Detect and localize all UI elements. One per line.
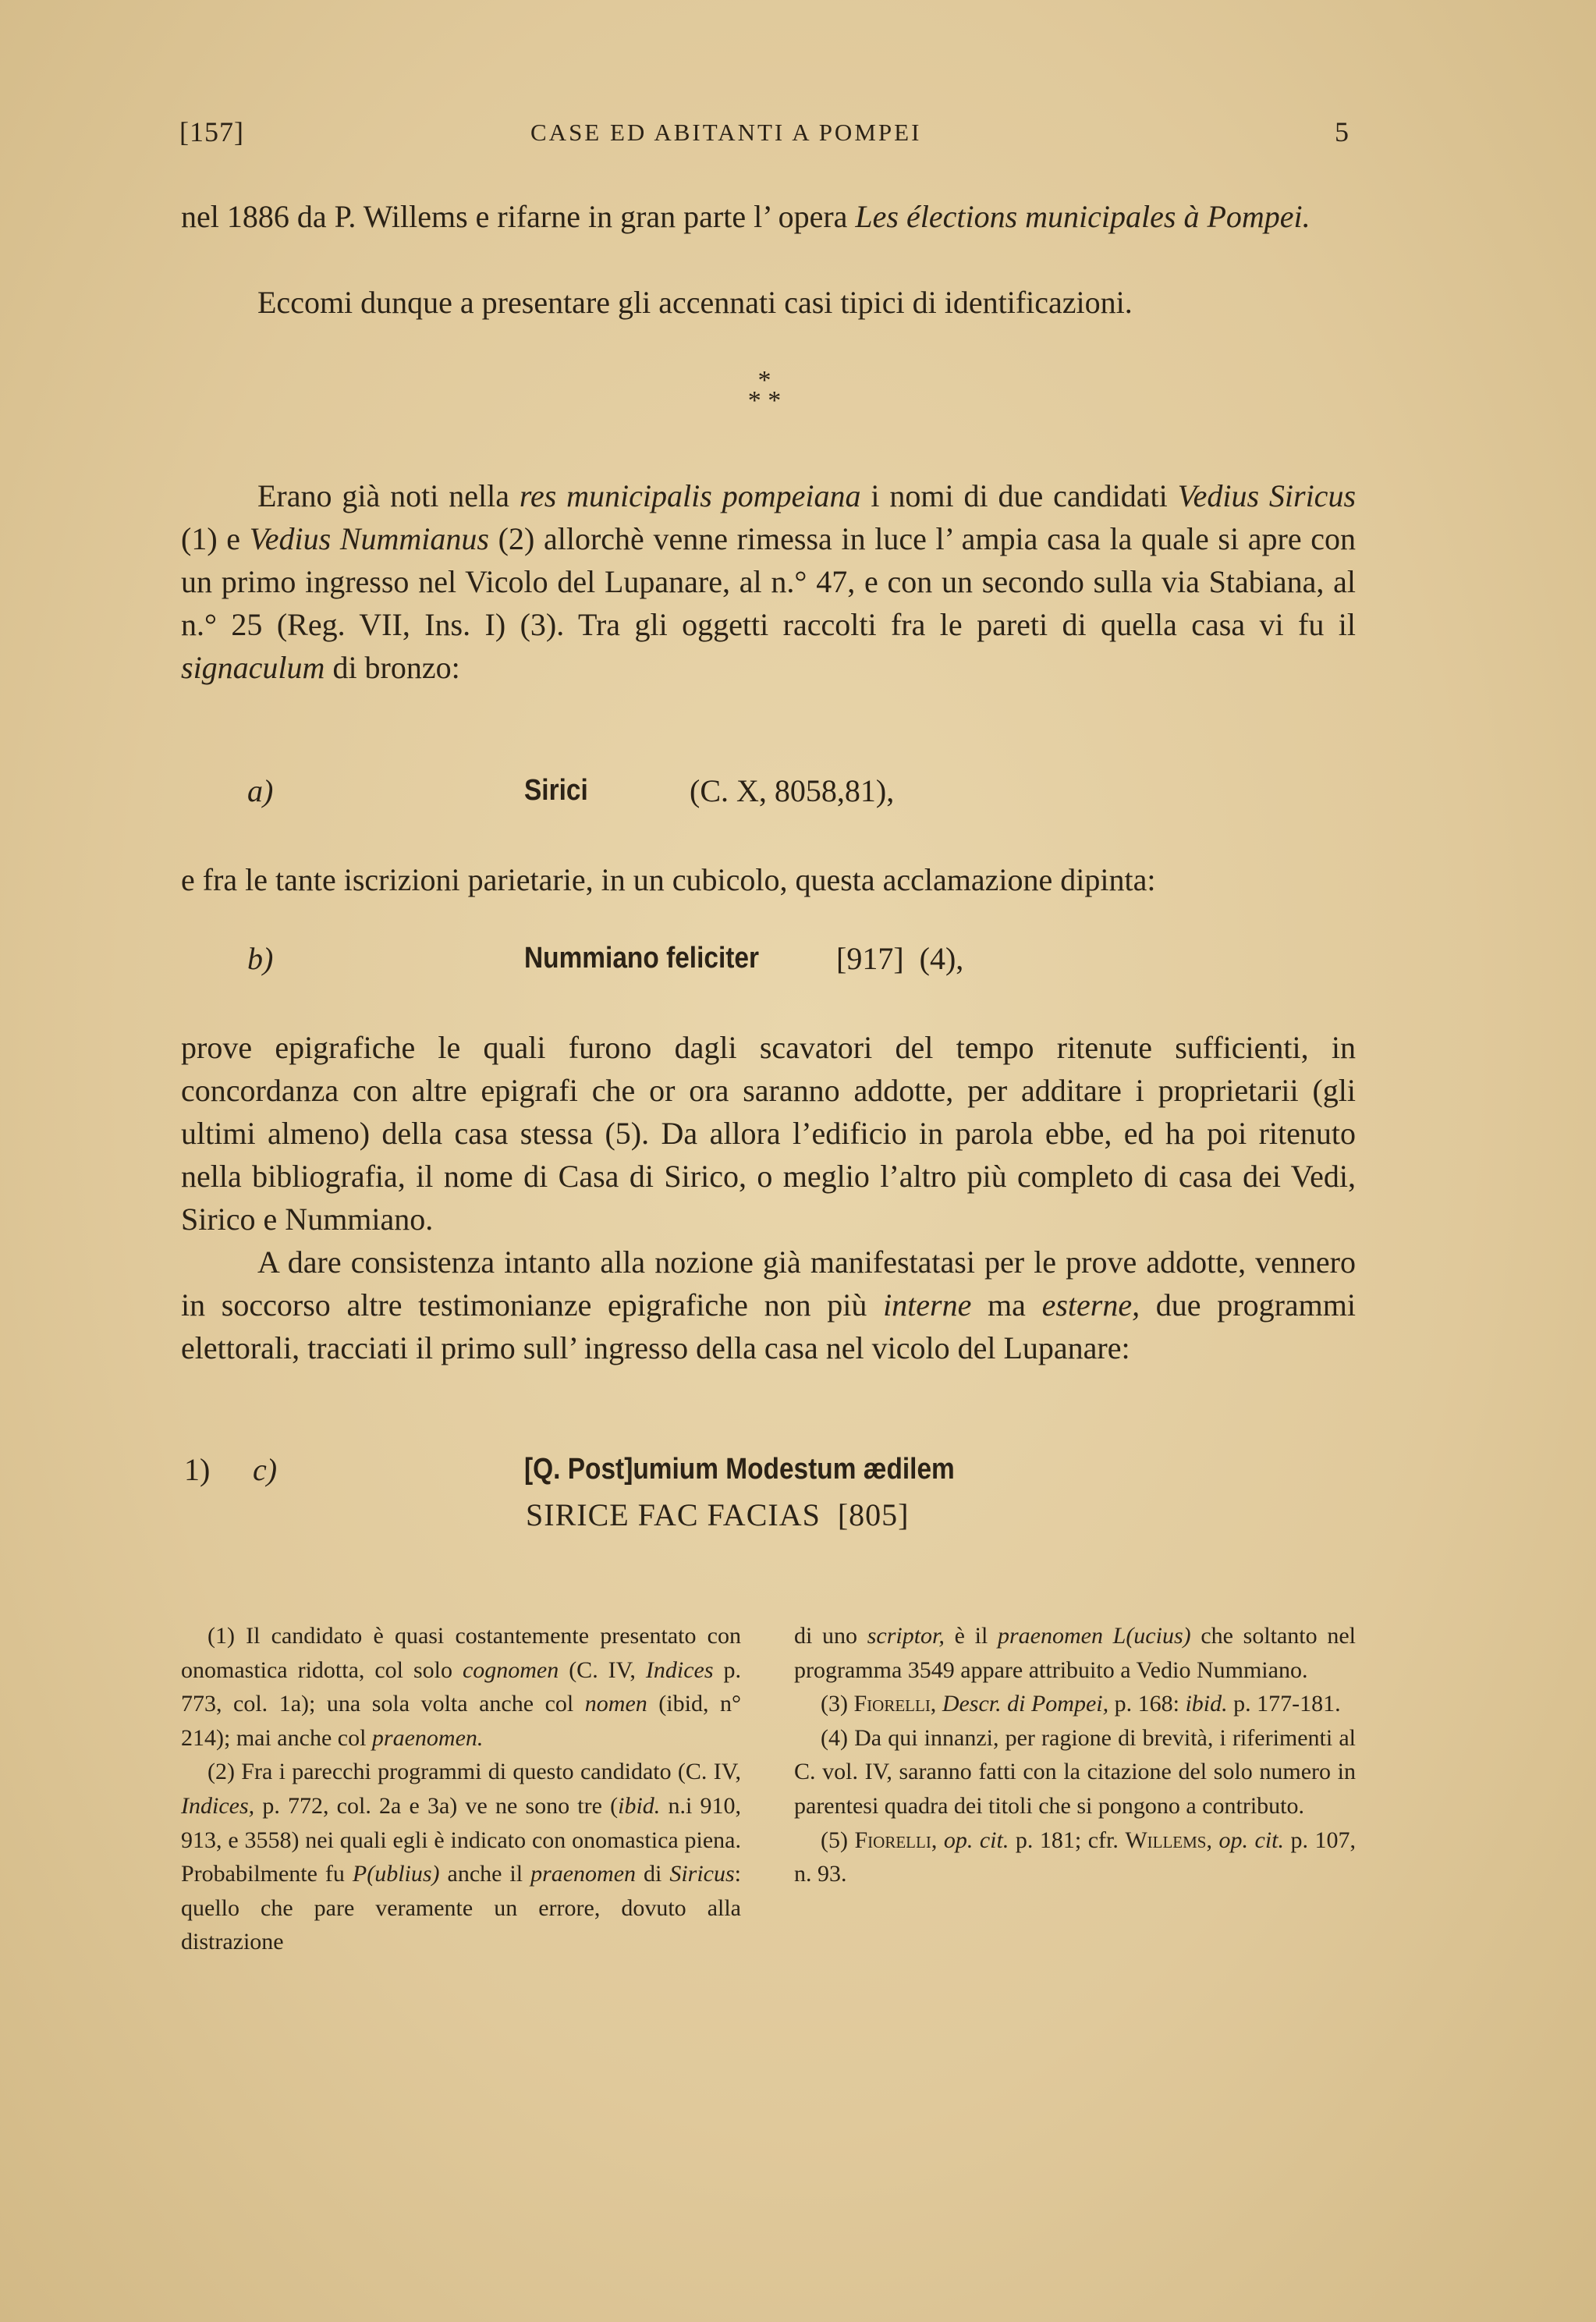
text-run: Erano già noti nella <box>257 478 520 513</box>
italic-phrase: res municipalis pompeiana <box>519 478 861 513</box>
paragraph-6 <box>181 1241 1356 1369</box>
text-run: di bronzo: <box>325 650 460 685</box>
inscription-b <box>181 940 1356 987</box>
text-run <box>936 1691 942 1717</box>
italic-word: esterne, <box>1041 1287 1140 1323</box>
italic-name: Vedius Siricus <box>1177 478 1357 513</box>
italic-word: cognomen <box>462 1656 559 1683</box>
running-head <box>179 115 1350 154</box>
italic-word: op. cit. <box>943 1827 1009 1853</box>
italic-word: interne <box>883 1287 972 1323</box>
text-run: due programmi elettorali, tracciati il primo sull’ ingresso della casa nel vicolo del Lupanare: <box>181 1287 1356 1365</box>
text-run: p. 772, col. 2a e 3a) ve ne sono tre ( <box>254 1792 619 1819</box>
text-run: di <box>636 1861 670 1887</box>
italic-name: Vedius Nummianus <box>249 521 489 556</box>
italic-word: Indices <box>645 1656 714 1683</box>
text-run: (ibid, n° 214); mai anche col <box>181 1691 741 1751</box>
italic-word: op. cit. <box>1218 1827 1285 1853</box>
footnote-5 <box>794 1823 1356 1891</box>
text-run: (1) e <box>181 521 250 556</box>
text-run: (2) allorchè venne rimessa in luce l’ ampia casa la quale si apre con un primo ingresso nel Vicolo del Lupanare, al n.° 47, e con un secondo sulla via Stabiana, al n.° 25 (Reg. VII, Ins. I) (3). Tra gli oggetti raccolti fra le pareti di quella casa vi fu il <box>181 521 1356 642</box>
paragraph-4: e fra le tante iscrizioni parietarie, in un cubicolo, questa acclamazione dipinta: <box>181 862 1156 897</box>
text-run: anche il <box>439 1861 531 1887</box>
footnotes-right-column <box>794 1619 1356 1891</box>
footnotes-left-column <box>181 1619 741 1959</box>
italic-word: Indices, <box>181 1792 255 1819</box>
inscription-text: Nummiano feliciter <box>524 942 760 975</box>
footnote-3 <box>794 1687 1356 1721</box>
page-number-bracket: [157] <box>179 116 244 147</box>
italic-word: Siricus <box>669 1861 735 1887</box>
text-run: p. 107, n. 93. <box>794 1827 1357 1887</box>
italic-word: ibid. <box>1185 1691 1228 1717</box>
inscription-a <box>181 772 1356 819</box>
text-run: p. 168: <box>1108 1691 1186 1717</box>
text-run: (3) <box>821 1691 854 1717</box>
text-run: : quello che pare veramente un errore, dovuto alla distrazione <box>181 1861 741 1955</box>
inscription-label: c) <box>253 1452 278 1487</box>
asterism-bottom: * * <box>747 386 782 415</box>
text-run: A dare consistenza intanto alla nozione già manifestatasi per le prove addotte, vennero in soccorso altre testimonianze epigrafiche non più <box>181 1244 1356 1323</box>
italic-word: signaculum <box>181 650 325 685</box>
author-name: Fiorelli, <box>853 1691 937 1717</box>
text-run: nel 1886 da P. Willems e rifarne in gran parte l’ opera <box>181 199 856 234</box>
text-run: p. 177-181. <box>1227 1691 1341 1717</box>
inscription-reference: (C. X, 8058,81), <box>690 773 895 808</box>
italic-word: ibid. <box>618 1792 661 1819</box>
inscription-label: a) <box>247 773 274 808</box>
footnote-1 <box>181 1619 741 1755</box>
text-run <box>937 1827 944 1853</box>
inscription-number: 1) <box>184 1452 211 1487</box>
italic-title: Les élections municipales à Pompei. <box>855 199 1310 234</box>
text-run: di uno <box>794 1623 867 1649</box>
page-number: 5 <box>1335 116 1350 147</box>
footnote-2-continued <box>794 1619 1356 1687</box>
text-run: (1) Il candidato è quasi costantemente presentato con onomastica ridotta, col solo <box>181 1623 741 1683</box>
italic-word: P(ublius) <box>352 1861 440 1887</box>
text-run: p. 181; cfr. <box>1009 1827 1126 1853</box>
paragraph-2: Eccomi dunque a presentare gli accennati casi tipici di identificazioni. <box>257 285 1133 320</box>
text-run: (5) <box>821 1827 855 1853</box>
text-run: (2) Fra i parecchi programmi di questo candidato (C. IV, <box>207 1759 741 1785</box>
italic-word: nomen <box>584 1691 647 1717</box>
footnote-2 <box>181 1755 741 1959</box>
inscription-c <box>181 1451 1356 1545</box>
footnote-4: (4) Da qui innanzi, per ragione di brevità, i riferimenti al C. vol. IV, saranno fatti con la citazione del solo numero in parentesi quadra dei titoli che si pongono a contributo. <box>794 1724 1356 1819</box>
text-run: che soltanto nel programma 3549 appare attribuito a Vedio Nummiano. <box>794 1623 1356 1683</box>
text-run: i nomi di due candidati <box>860 478 1178 513</box>
italic-word: Descr. di Pompei, <box>942 1691 1109 1717</box>
paragraph-1 <box>181 195 1356 238</box>
italic-word: scriptor, <box>867 1623 945 1649</box>
text-run <box>1212 1827 1219 1853</box>
text-run: è il <box>944 1623 998 1649</box>
inscription-line-1: [Q. Post]umium Modestum ædilem <box>524 1453 955 1486</box>
text-run: p. 773, col. 1a); una sola volta anche col <box>181 1656 742 1717</box>
asterism <box>718 366 811 433</box>
italic-word: praenomen. <box>371 1724 484 1751</box>
italic-word: praenomen <box>530 1861 637 1887</box>
author-name: Fiorelli, <box>854 1827 938 1853</box>
running-title: CASE ED ABITANTI A POMPEI <box>530 119 922 146</box>
paragraph-3 <box>181 474 1356 689</box>
italic-word: praenomen L(ucius) <box>997 1623 1191 1649</box>
author-name: Willems, <box>1125 1827 1212 1853</box>
paragraph-5: prove epigrafiche le quali furono dagli scavatori del tempo ritenute sufficienti, in concordanza con altre epigrafi che or ora saranno addotte, per additare i proprietarii (gli ultimi almeno) della casa stessa (5). Da allora l’edificio in parola ebbe, ed ha poi ritenuto nella bibliografia, il nome di Casa di Sirico, o meglio l’altro più completo di casa dei Vedi, Sirico e Nummiano. <box>181 1030 1356 1237</box>
text-run: ma <box>971 1287 1042 1323</box>
inscription-line-2: SIRICE FAC FACIAS [805] <box>526 1497 910 1532</box>
asterism-top: * <box>757 366 771 395</box>
inscription-reference: [917] (4), <box>836 941 964 976</box>
text-run: n.i 910, 913, e 3558) nei quali egli è indicato con onomastica piena. Probabilmente fu <box>181 1792 741 1887</box>
text-run: (C. IV, <box>559 1656 646 1683</box>
inscription-label: b) <box>247 941 274 976</box>
inscription-text: Sirici <box>524 774 588 807</box>
